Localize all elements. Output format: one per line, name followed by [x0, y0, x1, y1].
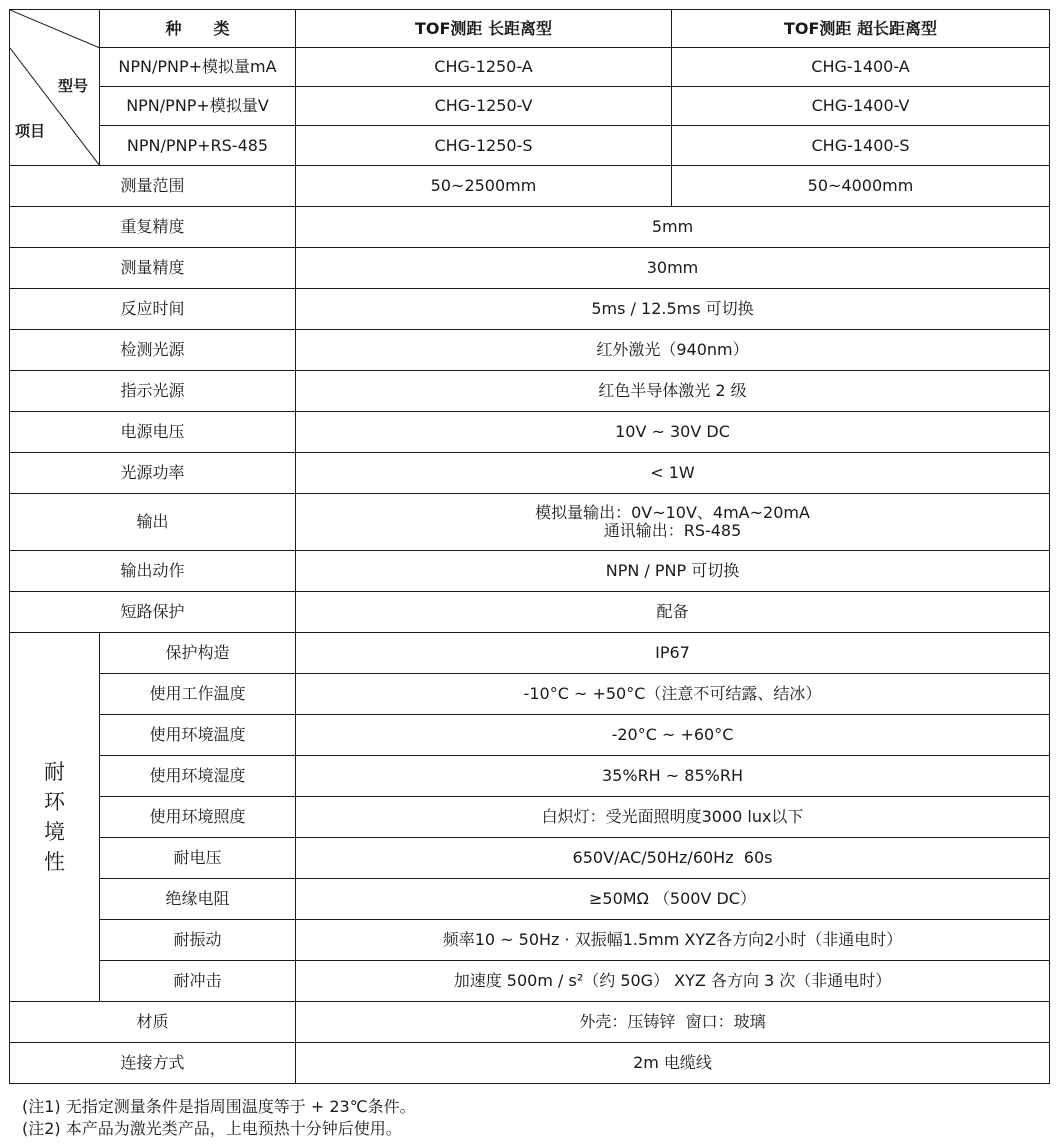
footnotes	[22, 1096, 416, 1140]
spec-row	[10, 248, 1050, 289]
type-model-long: CHG-1250-A	[296, 48, 672, 87]
diag-model-label: 型号	[58, 77, 89, 95]
env-row	[10, 756, 1050, 797]
col-ultra-header: TOF测距 超长距离型	[672, 10, 1050, 48]
env-label: 保护构造	[100, 633, 296, 674]
spec-row	[10, 453, 1050, 494]
env-value: 加速度 500m / s²（约 50G） XYZ 各方向 3 次（非通电时）	[296, 961, 1050, 1002]
type-model-ultra: CHG-1400-A	[672, 48, 1050, 87]
env-char: 环	[44, 790, 65, 814]
env-group-label	[10, 633, 100, 1002]
type-model-ultra: CHG-1400-V	[672, 87, 1050, 126]
spec-label: 指示光源	[10, 371, 296, 412]
env-value: 白炽灯：受光面照明度3000 lux以下	[296, 797, 1050, 838]
col-long-header: TOF测距 长距离型	[296, 10, 672, 48]
env-row	[10, 838, 1050, 879]
env-row	[10, 674, 1050, 715]
spec-label: 材质	[10, 1002, 296, 1043]
spec-row	[10, 289, 1050, 330]
spec-label: 检测光源	[10, 330, 296, 371]
spec-value: 红外激光（940nm）	[296, 330, 1050, 371]
spec-label: 反应时间	[10, 289, 296, 330]
env-label: 使用环境湿度	[100, 756, 296, 797]
env-value: 650V/AC/50Hz/60Hz 60s	[296, 838, 1050, 879]
env-label: 使用环境照度	[100, 797, 296, 838]
output-label: 输出	[10, 494, 296, 551]
env-label: 耐振动	[100, 920, 296, 961]
output-value	[296, 494, 1050, 551]
spec-value: < 1W	[296, 453, 1050, 494]
output-row	[10, 494, 1050, 551]
env-row	[10, 920, 1050, 961]
footnote: (注2) 本产品为激光类产品，上电预热十分钟后使用。	[22, 1119, 402, 1138]
spec-label: 短路保护	[10, 592, 296, 633]
range-ultra: 50~4000mm	[672, 166, 1050, 207]
spec-label: 电源电压	[10, 412, 296, 453]
type-model-long: CHG-1250-S	[296, 126, 672, 166]
env-label: 使用环境温度	[100, 715, 296, 756]
env-label: 使用工作温度	[100, 674, 296, 715]
type-model-ultra: CHG-1400-S	[672, 126, 1050, 166]
env-row	[10, 633, 1050, 674]
spec-row	[10, 1002, 1050, 1043]
type-row	[10, 48, 1050, 87]
footnote: (注1) 无指定测量条件是指周围温度等于 + 23℃条件。	[22, 1097, 416, 1116]
env-label: 绝缘电阻	[100, 879, 296, 920]
output-comm: 通讯输出：RS-485	[603, 521, 742, 540]
spec-row	[10, 592, 1050, 633]
spec-row	[10, 207, 1050, 248]
spec-label: 光源功率	[10, 453, 296, 494]
spec-value: 外壳：压铸锌 窗口：玻璃	[296, 1002, 1050, 1043]
type-output: NPN/PNP+模拟量mA	[100, 48, 296, 87]
header-row	[10, 10, 1050, 48]
spec-value: 5ms / 12.5ms 可切换	[296, 289, 1050, 330]
spec-row	[10, 330, 1050, 371]
range-label: 测量范围	[10, 166, 296, 207]
env-row	[10, 797, 1050, 838]
spec-row	[10, 371, 1050, 412]
spec-row	[10, 551, 1050, 592]
spec-row	[10, 412, 1050, 453]
spec-label: 输出动作	[10, 551, 296, 592]
env-char: 性	[44, 850, 65, 874]
spec-label: 连接方式	[10, 1043, 296, 1084]
env-value: 35%RH ~ 85%RH	[296, 756, 1050, 797]
spec-value: NPN / PNP 可切换	[296, 551, 1050, 592]
spec-value: 30mm	[296, 248, 1050, 289]
spec-table	[9, 9, 1050, 1084]
env-value: -20°C ~ +60°C	[296, 715, 1050, 756]
type-row	[10, 87, 1050, 126]
env-label: 耐冲击	[100, 961, 296, 1002]
env-value: -10°C ~ +50°C（注意不可结露、结冰）	[296, 674, 1050, 715]
kind-header: 种 类	[100, 10, 296, 48]
type-model-long: CHG-1250-V	[296, 87, 672, 126]
diag-item-label: 项目	[15, 122, 46, 140]
spec-row	[10, 1043, 1050, 1084]
spec-label: 重复精度	[10, 207, 296, 248]
env-value: IP67	[296, 633, 1050, 674]
spec-value: 2m 电缆线	[296, 1043, 1050, 1084]
range-long: 50~2500mm	[296, 166, 672, 207]
type-row	[10, 126, 1050, 166]
spec-value: 5mm	[296, 207, 1050, 248]
env-char: 境	[44, 820, 65, 844]
type-output: NPN/PNP+RS-485	[100, 126, 296, 166]
spec-value: 10V ~ 30V DC	[296, 412, 1050, 453]
env-row	[10, 879, 1050, 920]
spec-value: 红色半导体激光 2 级	[296, 371, 1050, 412]
range-row	[10, 166, 1050, 207]
type-output: NPN/PNP+模拟量V	[100, 87, 296, 126]
spec-label: 测量精度	[10, 248, 296, 289]
env-row	[10, 961, 1050, 1002]
env-row	[10, 715, 1050, 756]
env-value: ≥50MΩ （500V DC）	[296, 879, 1050, 920]
output-analog: 模拟量输出：0V~10V、4mA~20mA	[535, 503, 810, 522]
env-value: 频率10 ~ 50Hz · 双振幅1.5mm XYZ各方向2小时（非通电时）	[296, 920, 1050, 961]
env-char: 耐	[44, 760, 65, 784]
env-label: 耐电压	[100, 838, 296, 879]
diagonal-header-cell	[10, 10, 100, 166]
spec-value: 配备	[296, 592, 1050, 633]
